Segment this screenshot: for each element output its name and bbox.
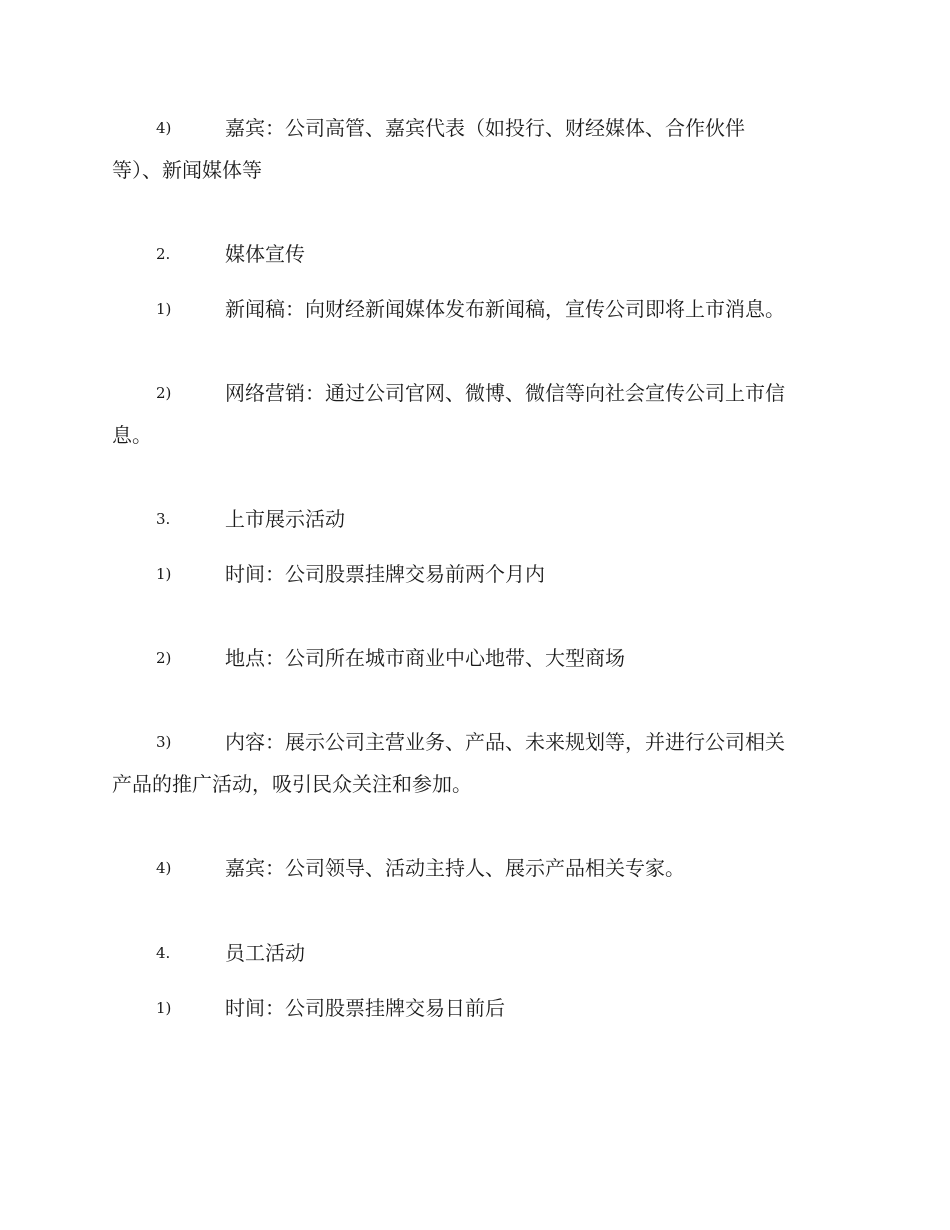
section-number: 3. (156, 510, 171, 528)
paragraph-showcase-time (112, 553, 834, 595)
paragraph-text: 内容：展示公司主营业务、产品、未来规划等，并进行公司相关 (225, 730, 785, 754)
section-number: 2. (156, 245, 171, 263)
list-marker: 2) (156, 649, 172, 667)
section-title: 上市展示活动 (225, 507, 345, 531)
section-heading-media (112, 233, 834, 275)
paragraph-text: 嘉宾：公司高管、嘉宾代表（如投行、财经媒体、合作伙伴 (225, 116, 745, 140)
paragraph-showcase-guests (112, 847, 834, 889)
paragraph-guests-1 (112, 107, 834, 191)
paragraph-continuation: 产品的推广活动，吸引民众关注和参加。 (112, 772, 472, 796)
list-marker: 4) (156, 119, 172, 137)
section-heading-showcase (112, 498, 834, 540)
paragraph-continuation: 等）、新闻媒体等 (112, 158, 262, 182)
paragraph-text: 时间：公司股票挂牌交易前两个月内 (225, 562, 545, 586)
list-marker: 2) (156, 384, 172, 402)
paragraph-showcase-location (112, 637, 834, 679)
list-marker: 1) (156, 999, 172, 1017)
section-title: 媒体宣传 (225, 242, 305, 266)
paragraph-text: 嘉宾：公司领导、活动主持人、展示产品相关专家。 (225, 856, 685, 880)
list-marker: 1) (156, 565, 172, 583)
paragraph-showcase-content (112, 721, 834, 805)
paragraph-text: 新闻稿：向财经新闻媒体发布新闻稿，宣传公司即将上市消息。 (225, 297, 785, 321)
paragraph-employee-time (112, 987, 834, 1029)
paragraph-text: 时间：公司股票挂牌交易日前后 (225, 996, 505, 1020)
list-marker: 4) (156, 859, 172, 877)
section-title: 员工活动 (225, 941, 305, 965)
list-marker: 3) (156, 733, 172, 751)
section-heading-employee (112, 932, 834, 974)
list-marker: 1) (156, 300, 172, 318)
paragraph-text: 地点：公司所在城市商业中心地带、大型商场 (225, 646, 625, 670)
paragraph-online-marketing (112, 372, 834, 456)
section-number: 4. (156, 944, 171, 962)
paragraph-press-release (112, 288, 834, 330)
paragraph-text: 网络营销：通过公司官网、微博、微信等向社会宣传公司上市信 (225, 381, 785, 405)
paragraph-continuation: 息。 (112, 423, 152, 447)
